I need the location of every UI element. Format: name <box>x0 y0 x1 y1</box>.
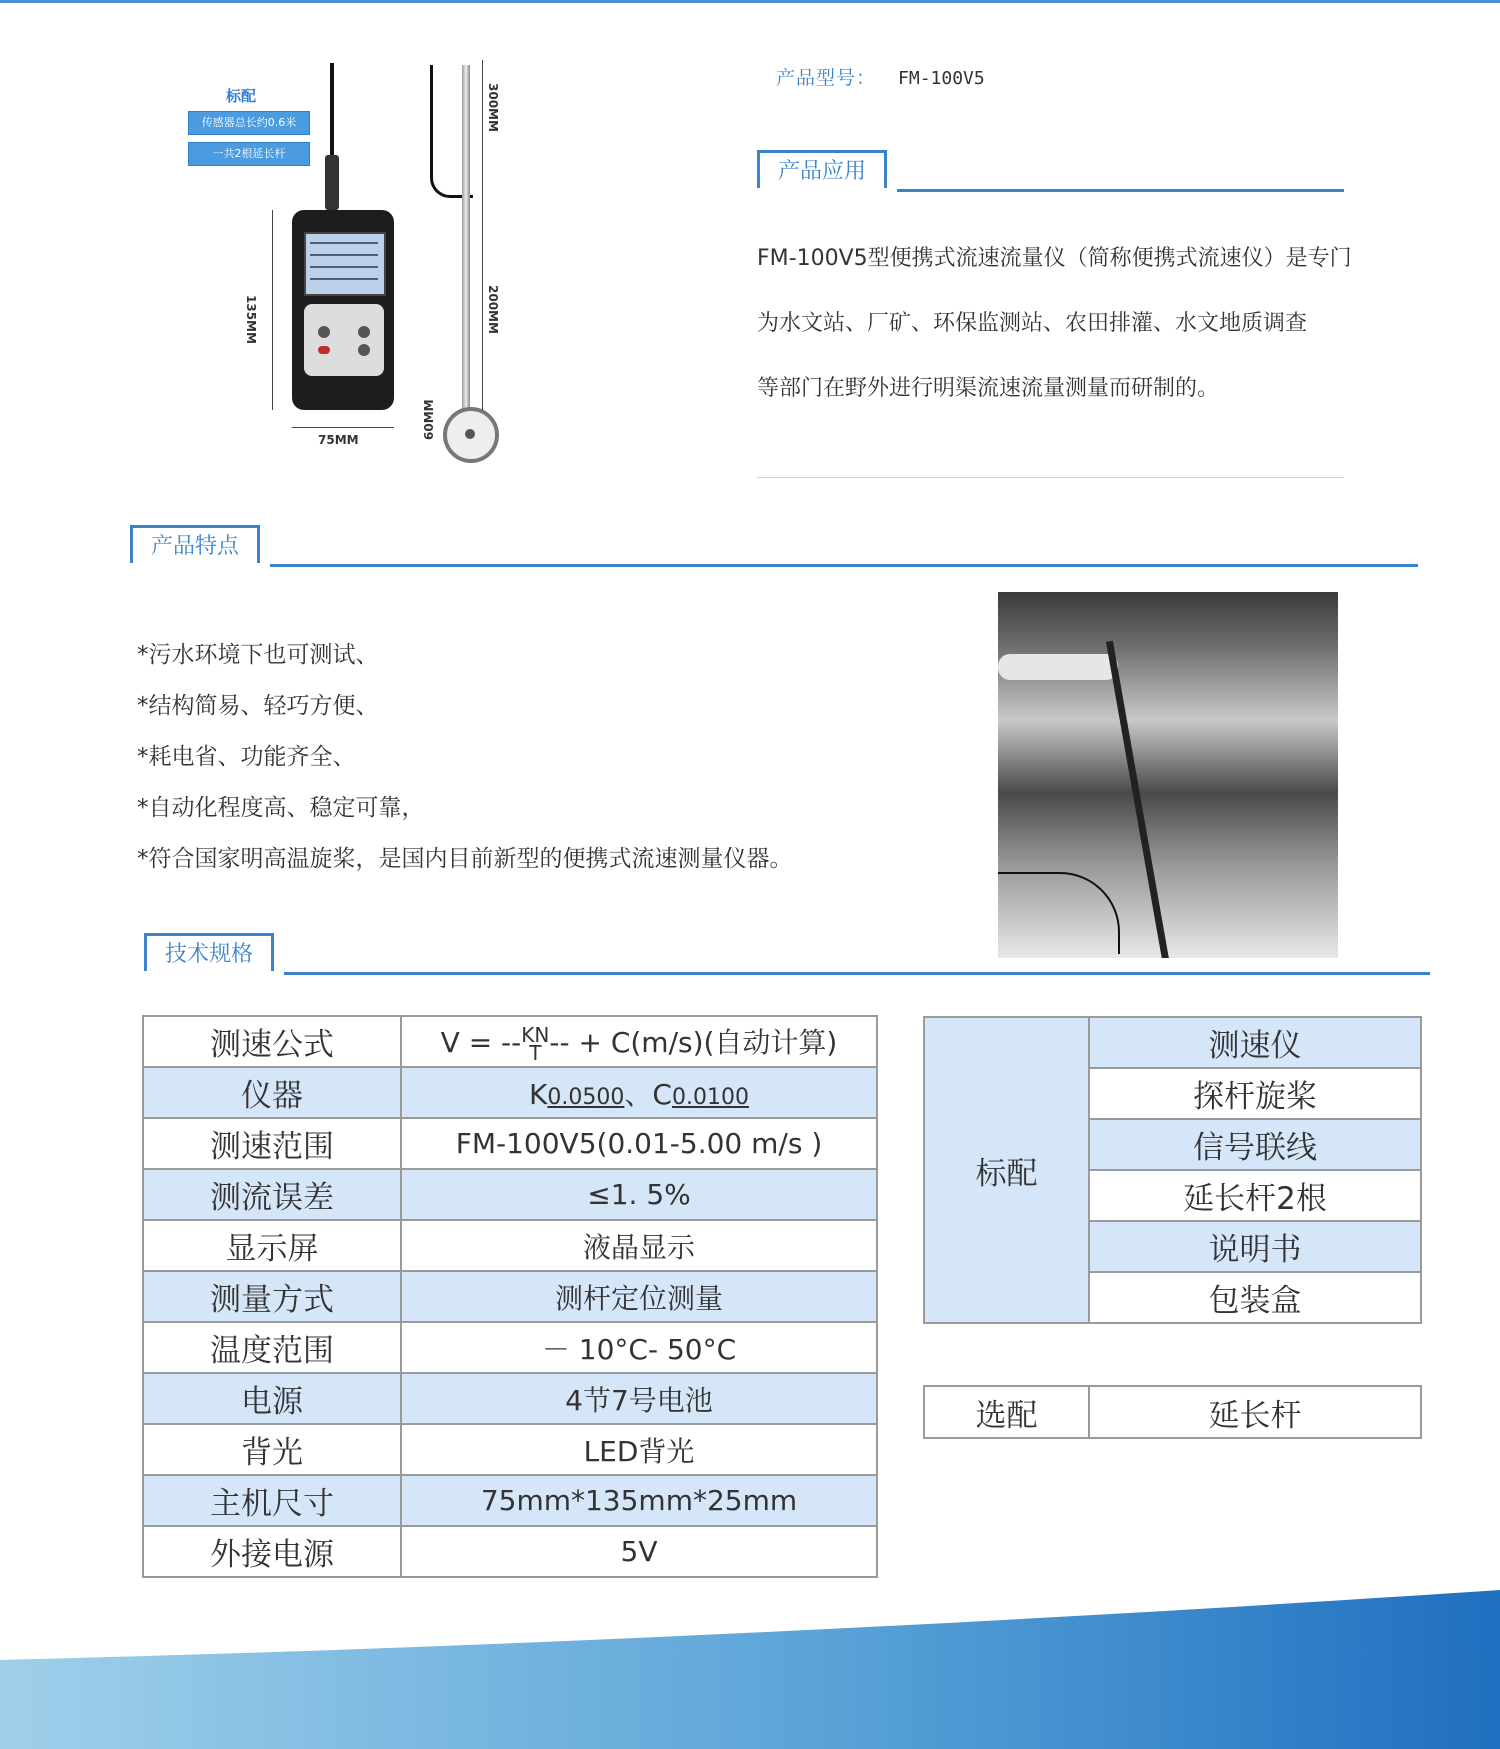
standard-item: 测速仪 <box>1089 1017 1421 1068</box>
table-row <box>143 1118 877 1169</box>
formula-denominator: T <box>529 1041 542 1065</box>
list-item: *耗电省、功能齐全、 <box>137 744 356 770</box>
application-line: 为水文站、厂矿、环保监测站、农田排灌、水文地质调查 <box>757 311 1308 336</box>
list-item: *污水环境下也可测试、 <box>137 642 379 668</box>
spec-key: 测速公式 <box>143 1016 401 1067</box>
features-list <box>137 630 793 885</box>
dim-300-label: 300MM <box>486 83 500 132</box>
footer-wave <box>0 1590 1500 1749</box>
application-line: 等部门在野外进行明渠流速流量测量而研制的。 <box>757 376 1220 401</box>
spec-table <box>142 1015 878 1578</box>
spec-key: 显示屏 <box>143 1220 401 1271</box>
spec-value: 75mm*135mm*25mm <box>401 1475 877 1526</box>
model-label: 产品型号： <box>776 67 877 89</box>
dim-200-label: 200MM <box>486 285 500 334</box>
features-heading-bar <box>130 525 1418 567</box>
list-item: *符合国家明高温旋桨，是国内目前新型的便携式流速测量仪器。 <box>137 846 793 872</box>
separator: 、 <box>624 1077 653 1111</box>
top-accent-line <box>0 0 1500 3</box>
application-heading-bar <box>757 150 1344 192</box>
table-row <box>143 1373 877 1424</box>
table-row <box>143 1526 877 1577</box>
standard-item: 探杆旋桨 <box>1089 1068 1421 1119</box>
spec-value: FM-100V5(0.01-5.00 m/s ) <box>401 1118 877 1169</box>
product-image <box>160 55 510 475</box>
spec-value: LED背光 <box>401 1424 877 1475</box>
spec-instrument-constants <box>401 1067 877 1118</box>
cable-connector <box>325 155 339 210</box>
standard-item: 包装盒 <box>1089 1272 1421 1323</box>
spec-value: ≤1. 5% <box>401 1169 877 1220</box>
standard-item: 延长杆2根 <box>1089 1170 1421 1221</box>
table-row <box>143 1475 877 1526</box>
table-row <box>143 1169 877 1220</box>
spec-value: 4节7号电池 <box>401 1373 877 1424</box>
standard-item: 说明书 <box>1089 1221 1421 1272</box>
table-row <box>143 1016 877 1067</box>
dim-line-width <box>292 427 394 428</box>
dim-line-height <box>272 210 273 410</box>
standard-config-table <box>923 1016 1422 1324</box>
c-label: C <box>652 1077 672 1111</box>
spec-key: 温度范围 <box>143 1322 401 1373</box>
spec-key: 仪器 <box>143 1067 401 1118</box>
k-label: K <box>529 1077 548 1111</box>
spec-key: 外接电源 <box>143 1526 401 1577</box>
field-usage-photo <box>998 592 1338 958</box>
dim-line-rod <box>482 60 483 410</box>
propeller-wheel <box>443 407 499 463</box>
optional-config-table <box>923 1385 1422 1439</box>
spec-key: 电源 <box>143 1373 401 1424</box>
application-line: FM-100V5型便携式流速流量仪（简称便携式流速仪）是专门 <box>757 246 1352 271</box>
spec-key: 测流误差 <box>143 1169 401 1220</box>
list-item: *自动化程度高、稳定可靠， <box>137 795 425 821</box>
spec-value: 测杆定位测量 <box>401 1271 877 1322</box>
specs-heading: 技术规格 <box>144 933 274 971</box>
dim-135-label: 135MM <box>244 295 258 344</box>
formula-prefix: V = -- <box>440 1026 522 1059</box>
c-value: 0.0100 <box>671 1084 749 1110</box>
spec-key: 测速范围 <box>143 1118 401 1169</box>
sensor-cable <box>330 63 334 163</box>
dim-60-label: 60MM <box>422 399 436 440</box>
spec-formula <box>401 1016 877 1067</box>
standard-key: 标配 <box>924 1017 1089 1323</box>
spec-value: 液晶显示 <box>401 1220 877 1271</box>
specs-heading-bar <box>144 933 1430 975</box>
figure-tag-title: 标配 <box>226 87 257 105</box>
meter-keypad <box>304 304 384 376</box>
standard-item: 信号联线 <box>1089 1119 1421 1170</box>
formula-suffix: -- + C(m/s)(自动计算) <box>549 1026 838 1059</box>
table-row <box>143 1067 877 1118</box>
table-row <box>143 1271 877 1322</box>
formula-fraction <box>521 1023 550 1065</box>
table-row <box>924 1386 1421 1438</box>
table-row <box>924 1017 1421 1068</box>
spec-value: － 10°C- 50°C <box>401 1322 877 1373</box>
meter-device <box>292 210 394 410</box>
spec-key: 背光 <box>143 1424 401 1475</box>
optional-item: 延长杆 <box>1089 1386 1421 1438</box>
photo-arm <box>998 654 1118 680</box>
optional-key: 选配 <box>924 1386 1089 1438</box>
k-value: 0.0500 <box>547 1084 625 1110</box>
application-text <box>757 226 1397 421</box>
table-row <box>143 1322 877 1373</box>
dim-75-label: 75MM <box>318 433 359 447</box>
table-row <box>143 1220 877 1271</box>
formula-numerator: KN <box>521 1023 550 1047</box>
application-heading: 产品应用 <box>757 150 887 188</box>
spec-key: 主机尺寸 <box>143 1475 401 1526</box>
table-row <box>143 1424 877 1475</box>
features-heading: 产品特点 <box>130 525 260 563</box>
model-value: FM-100V5 <box>898 68 985 89</box>
spec-value: 5V <box>401 1526 877 1577</box>
probe-rod <box>462 65 470 425</box>
divider <box>757 477 1344 478</box>
figure-tag-sensor-length: 传感器总长约0.6米 <box>188 111 310 135</box>
list-item: *结构简易、轻巧方便、 <box>137 693 379 719</box>
spec-key: 测量方式 <box>143 1271 401 1322</box>
model-row <box>776 63 985 90</box>
figure-tag-extension-rods: 一共2根延长杆 <box>188 142 310 166</box>
meter-screen <box>304 232 386 296</box>
